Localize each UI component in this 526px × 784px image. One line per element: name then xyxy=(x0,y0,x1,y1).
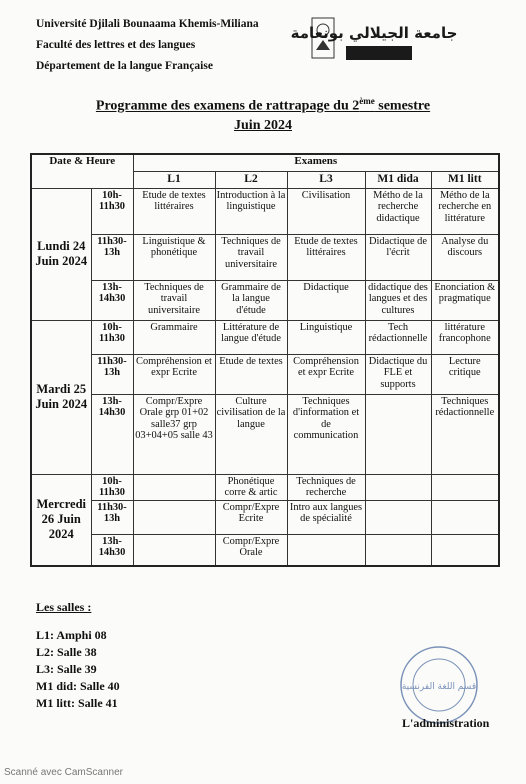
department-name: Département de la langue Française xyxy=(36,60,213,72)
exam-cell: Compréhension et expr Ecrite xyxy=(287,354,365,394)
logo-graphic xyxy=(290,14,458,66)
room-item: M1 litt: Salle 41 xyxy=(36,696,118,710)
exam-cell: Tech rédactionnelle xyxy=(365,320,431,354)
schedule-row xyxy=(31,394,499,474)
exam-cell: Littérature de langue d'étude xyxy=(215,320,287,354)
exam-cell: Introduction à la linguistique xyxy=(215,188,287,234)
university-name: Université Djilali Bounaama Khemis-Miliana xyxy=(36,18,259,30)
day-label: Lundi 24 Juin 2024 xyxy=(31,188,91,320)
rooms-title: Les salles : xyxy=(36,600,92,614)
exam-cell: Didactique de l'écrit xyxy=(365,234,431,280)
department-stamp xyxy=(398,644,480,726)
schedule-row xyxy=(31,534,499,566)
exam-cell xyxy=(431,534,499,566)
time-slot: 10h-11h30 xyxy=(91,320,133,354)
time-slot: 11h30-13h xyxy=(91,234,133,280)
column-header: L3 xyxy=(287,171,365,188)
exam-cell xyxy=(431,500,499,534)
schedule-row xyxy=(31,320,499,354)
time-slot: 11h30-13h xyxy=(91,354,133,394)
exam-cell: Techniques de travail universitaire xyxy=(133,280,215,320)
schedule-row xyxy=(31,234,499,280)
scanner-footer: Scanné avec CamScanner xyxy=(4,767,123,778)
schedule-row xyxy=(31,280,499,320)
exam-cell xyxy=(133,500,215,534)
exam-cell: Analyse du discours xyxy=(431,234,499,280)
exam-cell: Etude de textes littéraires xyxy=(133,188,215,234)
exam-cell: Métho de la recherche didactique xyxy=(365,188,431,234)
stamp-text: قسم اللغة الفرنسية xyxy=(401,682,477,692)
exam-cell: Didactique du FLE et supports xyxy=(365,354,431,394)
university-logo xyxy=(290,14,458,66)
room-item: M1 did: Salle 40 xyxy=(36,679,120,693)
exam-cell: Grammaire de la langue d'étude xyxy=(215,280,287,320)
date-heure-header: Date & Heure xyxy=(31,154,133,188)
schedule-row xyxy=(31,188,499,234)
exam-cell xyxy=(365,534,431,566)
day-label: Mardi 25 Juin 2024 xyxy=(31,320,91,474)
exam-cell: Compr/Expre Orale xyxy=(215,534,287,566)
day-label: Mercredi 26 Juin 2024 xyxy=(31,474,91,566)
exam-cell: Techniques de recherche xyxy=(287,474,365,500)
exam-cell: Etude de textes littéraires xyxy=(287,234,365,280)
faculty-name: Faculté des lettres et des langues xyxy=(36,39,196,51)
time-slot: 10h-11h30 xyxy=(91,188,133,234)
exam-cell: Grammaire xyxy=(133,320,215,354)
signature-label: L'administration xyxy=(402,716,490,730)
exam-schedule-table xyxy=(30,153,500,567)
exam-cell: Métho de la recherche en littérature xyxy=(431,188,499,234)
exam-cell: Etude de textes xyxy=(215,354,287,394)
column-header: L1 xyxy=(133,171,215,188)
time-slot: 10h-11h30 xyxy=(91,474,133,500)
room-item: L2: Salle 38 xyxy=(36,645,97,659)
exam-cell: Civilisation xyxy=(287,188,365,234)
exam-cell: Compr/Expre Orale grp 01+02 salle37 grp 03+04+05 salle 43 xyxy=(133,394,215,474)
exam-cell: Techniques d'information et de communication xyxy=(287,394,365,474)
exam-cell xyxy=(365,394,431,474)
exam-cell xyxy=(287,534,365,566)
exam-cell: Techniques de travail universitaire xyxy=(215,234,287,280)
exam-cell xyxy=(431,474,499,500)
logo-text: جامعة الجيلالي بونعامة xyxy=(290,24,458,42)
column-header: M1 dida xyxy=(365,171,431,188)
schedule-row xyxy=(31,474,499,500)
schedule-row xyxy=(31,354,499,394)
exam-cell: Lecture critique xyxy=(431,354,499,394)
room-item: L1: Amphi 08 xyxy=(36,628,107,642)
exam-cell: Compr/Expre Ecrite xyxy=(215,500,287,534)
column-header: M1 litt xyxy=(431,171,499,188)
time-slot: 11h30-13h xyxy=(91,500,133,534)
examens-header: Examens xyxy=(133,154,499,171)
exam-cell: Didactique xyxy=(287,280,365,320)
time-slot: 13h-14h30 xyxy=(91,394,133,474)
exam-cell: Compréhension et expr Ecrite xyxy=(133,354,215,394)
schedule-row xyxy=(31,500,499,534)
room-item: L3: Salle 39 xyxy=(36,662,97,676)
time-slot: 13h-14h30 xyxy=(91,280,133,320)
exam-cell: didactique des langues et des cultures xyxy=(365,280,431,320)
time-slot: 13h-14h30 xyxy=(91,534,133,566)
page-subtitle: Juin 2024 xyxy=(234,118,292,133)
column-header: L2 xyxy=(215,171,287,188)
exam-cell: Intro aux langues de spécialité xyxy=(287,500,365,534)
exam-cell: Phonétique corre & artic xyxy=(215,474,287,500)
exam-cell xyxy=(365,474,431,500)
exam-cell: Enonciation & pragmatique xyxy=(431,280,499,320)
exam-cell: Culture civilisation de la langue xyxy=(215,394,287,474)
institution-header xyxy=(36,14,259,77)
exam-cell xyxy=(365,500,431,534)
exam-cell: littérature francophone xyxy=(431,320,499,354)
exam-cell xyxy=(133,474,215,500)
exam-cell xyxy=(133,534,215,566)
exam-cell: Techniques rédactionnelle xyxy=(431,394,499,474)
rooms-section xyxy=(36,600,120,712)
page-title: Programme des examens de rattrapage du 2ème semestre xyxy=(95,96,431,114)
exam-cell: Linguistique xyxy=(287,320,365,354)
exam-cell: Linguistique & phonétique xyxy=(133,234,215,280)
